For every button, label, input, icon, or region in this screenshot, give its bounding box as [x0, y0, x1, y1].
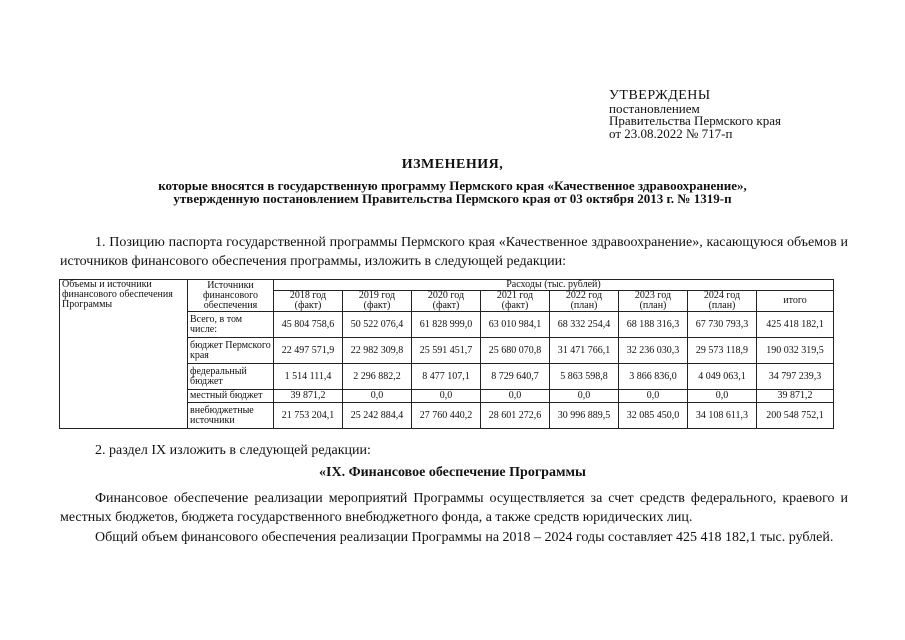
year-header: 2018 год (факт) — [274, 291, 343, 312]
table-cell: 28 601 272,6 — [481, 403, 550, 429]
year-header: 2020 год (факт) — [412, 291, 481, 312]
table-cell: 32 236 030,3 — [619, 338, 688, 364]
year-header: 2019 год (факт) — [343, 291, 412, 312]
table-cell: 31 471 766,1 — [550, 338, 619, 364]
table-cell: 0,0 — [619, 390, 688, 403]
approval-line-2: Правительства Пермского края — [609, 113, 781, 128]
subtitle-line-1: которые вносятся в государственную программу Пермского края «Качественное здравоохранение», — [158, 178, 747, 193]
table-cell: 425 418 182,1 — [757, 312, 834, 338]
table-cell: 27 760 440,2 — [412, 403, 481, 429]
table-cell: 32 085 450,0 — [619, 403, 688, 429]
table-cell: 0,0 — [688, 390, 757, 403]
year-header: 2024 год (план) — [688, 291, 757, 312]
table-cell: 39 871,2 — [274, 390, 343, 403]
document-title: ИЗМЕНЕНИЯ, — [401, 157, 504, 172]
row-label: бюджет Пермского края — [188, 338, 274, 364]
year-header: 2021 год (факт) — [481, 291, 550, 312]
table-col0-header: Объемы и источники финансового обеспечения Программы — [60, 280, 188, 429]
paragraph-4: Общий объем финансового обеспечения реализации Программы на 2018 – 2024 годы составляет 425 418 182,1 тыс. рублей. — [95, 530, 834, 545]
table-cell: 2 296 882,2 — [343, 364, 412, 390]
table-cell: 190 032 319,5 — [757, 338, 834, 364]
table-cell: 68 188 316,3 — [619, 312, 688, 338]
table-cell: 34 108 611,3 — [688, 403, 757, 429]
table-cell: 39 871,2 — [757, 390, 834, 403]
table-cell: 63 010 984,1 — [481, 312, 550, 338]
table-cell: 0,0 — [550, 390, 619, 403]
table-col1-header: Источники финансового обеспечения — [188, 280, 274, 312]
table-cell: 0,0 — [412, 390, 481, 403]
expenses-header: Расходы (тыс. рублей) — [274, 280, 834, 291]
row-label: федеральный бюджет — [188, 364, 274, 390]
table-cell: 25 591 451,7 — [412, 338, 481, 364]
table-cell: 25 242 884,4 — [343, 403, 412, 429]
row-label: Всего, в том числе: — [188, 312, 274, 338]
table-cell: 200 548 752,1 — [757, 403, 834, 429]
table-cell: 3 866 836,0 — [619, 364, 688, 390]
table-cell: 61 828 999,0 — [412, 312, 481, 338]
table-cell: 22 982 309,8 — [343, 338, 412, 364]
table-cell: 8 477 107,1 — [412, 364, 481, 390]
table-cell: 68 332 254,4 — [550, 312, 619, 338]
approval-line-3: от 23.08.2022 № 717-п — [609, 125, 733, 141]
table-cell: 21 753 204,1 — [274, 403, 343, 429]
year-header: 2022 год (план) — [550, 291, 619, 312]
paragraph-2: 2. раздел IX изложить в следующей редакции: — [95, 443, 371, 458]
row-label: местный бюджет — [188, 390, 274, 403]
paragraph-3: Финансовое обеспечение реализации мероприятий Программы осуществляется за счет средств федерального, краевого и местных бюджетов, бюджета государственного внебюджетного фонда, а также средств юридических лиц. — [60, 491, 848, 525]
table-cell: 30 996 889,5 — [550, 403, 619, 429]
year-header: 2023 год (план) — [619, 291, 688, 312]
approval-line-1: постановлением — [609, 100, 700, 116]
table-cell: 25 680 070,8 — [481, 338, 550, 364]
approval-heading: УТВЕРЖДЕНЫ — [609, 88, 711, 103]
table-cell: 34 797 239,3 — [757, 364, 834, 390]
table-cell: 0,0 — [343, 390, 412, 403]
approval-stamp — [609, 90, 859, 140]
paragraph-1: 1. Позицию паспорта государственной программы Пермского края «Качественное здравоохранение», касающуюся объемов и источников финансового обеспечения программы, изложить в следующей редакции: — [60, 235, 848, 269]
table-cell: 4 049 063,1 — [688, 364, 757, 390]
table-cell: 0,0 — [481, 390, 550, 403]
section-title: «IX. Финансовое обеспечение Программы — [319, 465, 586, 480]
table-cell: 50 522 076,4 — [343, 312, 412, 338]
table-cell: 67 730 793,3 — [688, 312, 757, 338]
table-cell: 8 729 640,7 — [481, 364, 550, 390]
row-label: внебюджетные источники — [188, 403, 274, 429]
table-cell: 29 573 118,9 — [688, 338, 757, 364]
table-cell: 5 863 598,8 — [550, 364, 619, 390]
table-cell: 1 514 111,4 — [274, 364, 343, 390]
subtitle-line-2: утвержденную постановлением Правительства Пермского края от 03 октября 2013 г. № 1319-п — [173, 191, 732, 206]
total-header: итого — [757, 291, 834, 312]
document-subtitle — [0, 179, 905, 205]
table-cell: 45 804 758,6 — [274, 312, 343, 338]
financing-table — [59, 279, 834, 429]
table-cell: 22 497 571,9 — [274, 338, 343, 364]
table-header-row — [60, 280, 834, 291]
